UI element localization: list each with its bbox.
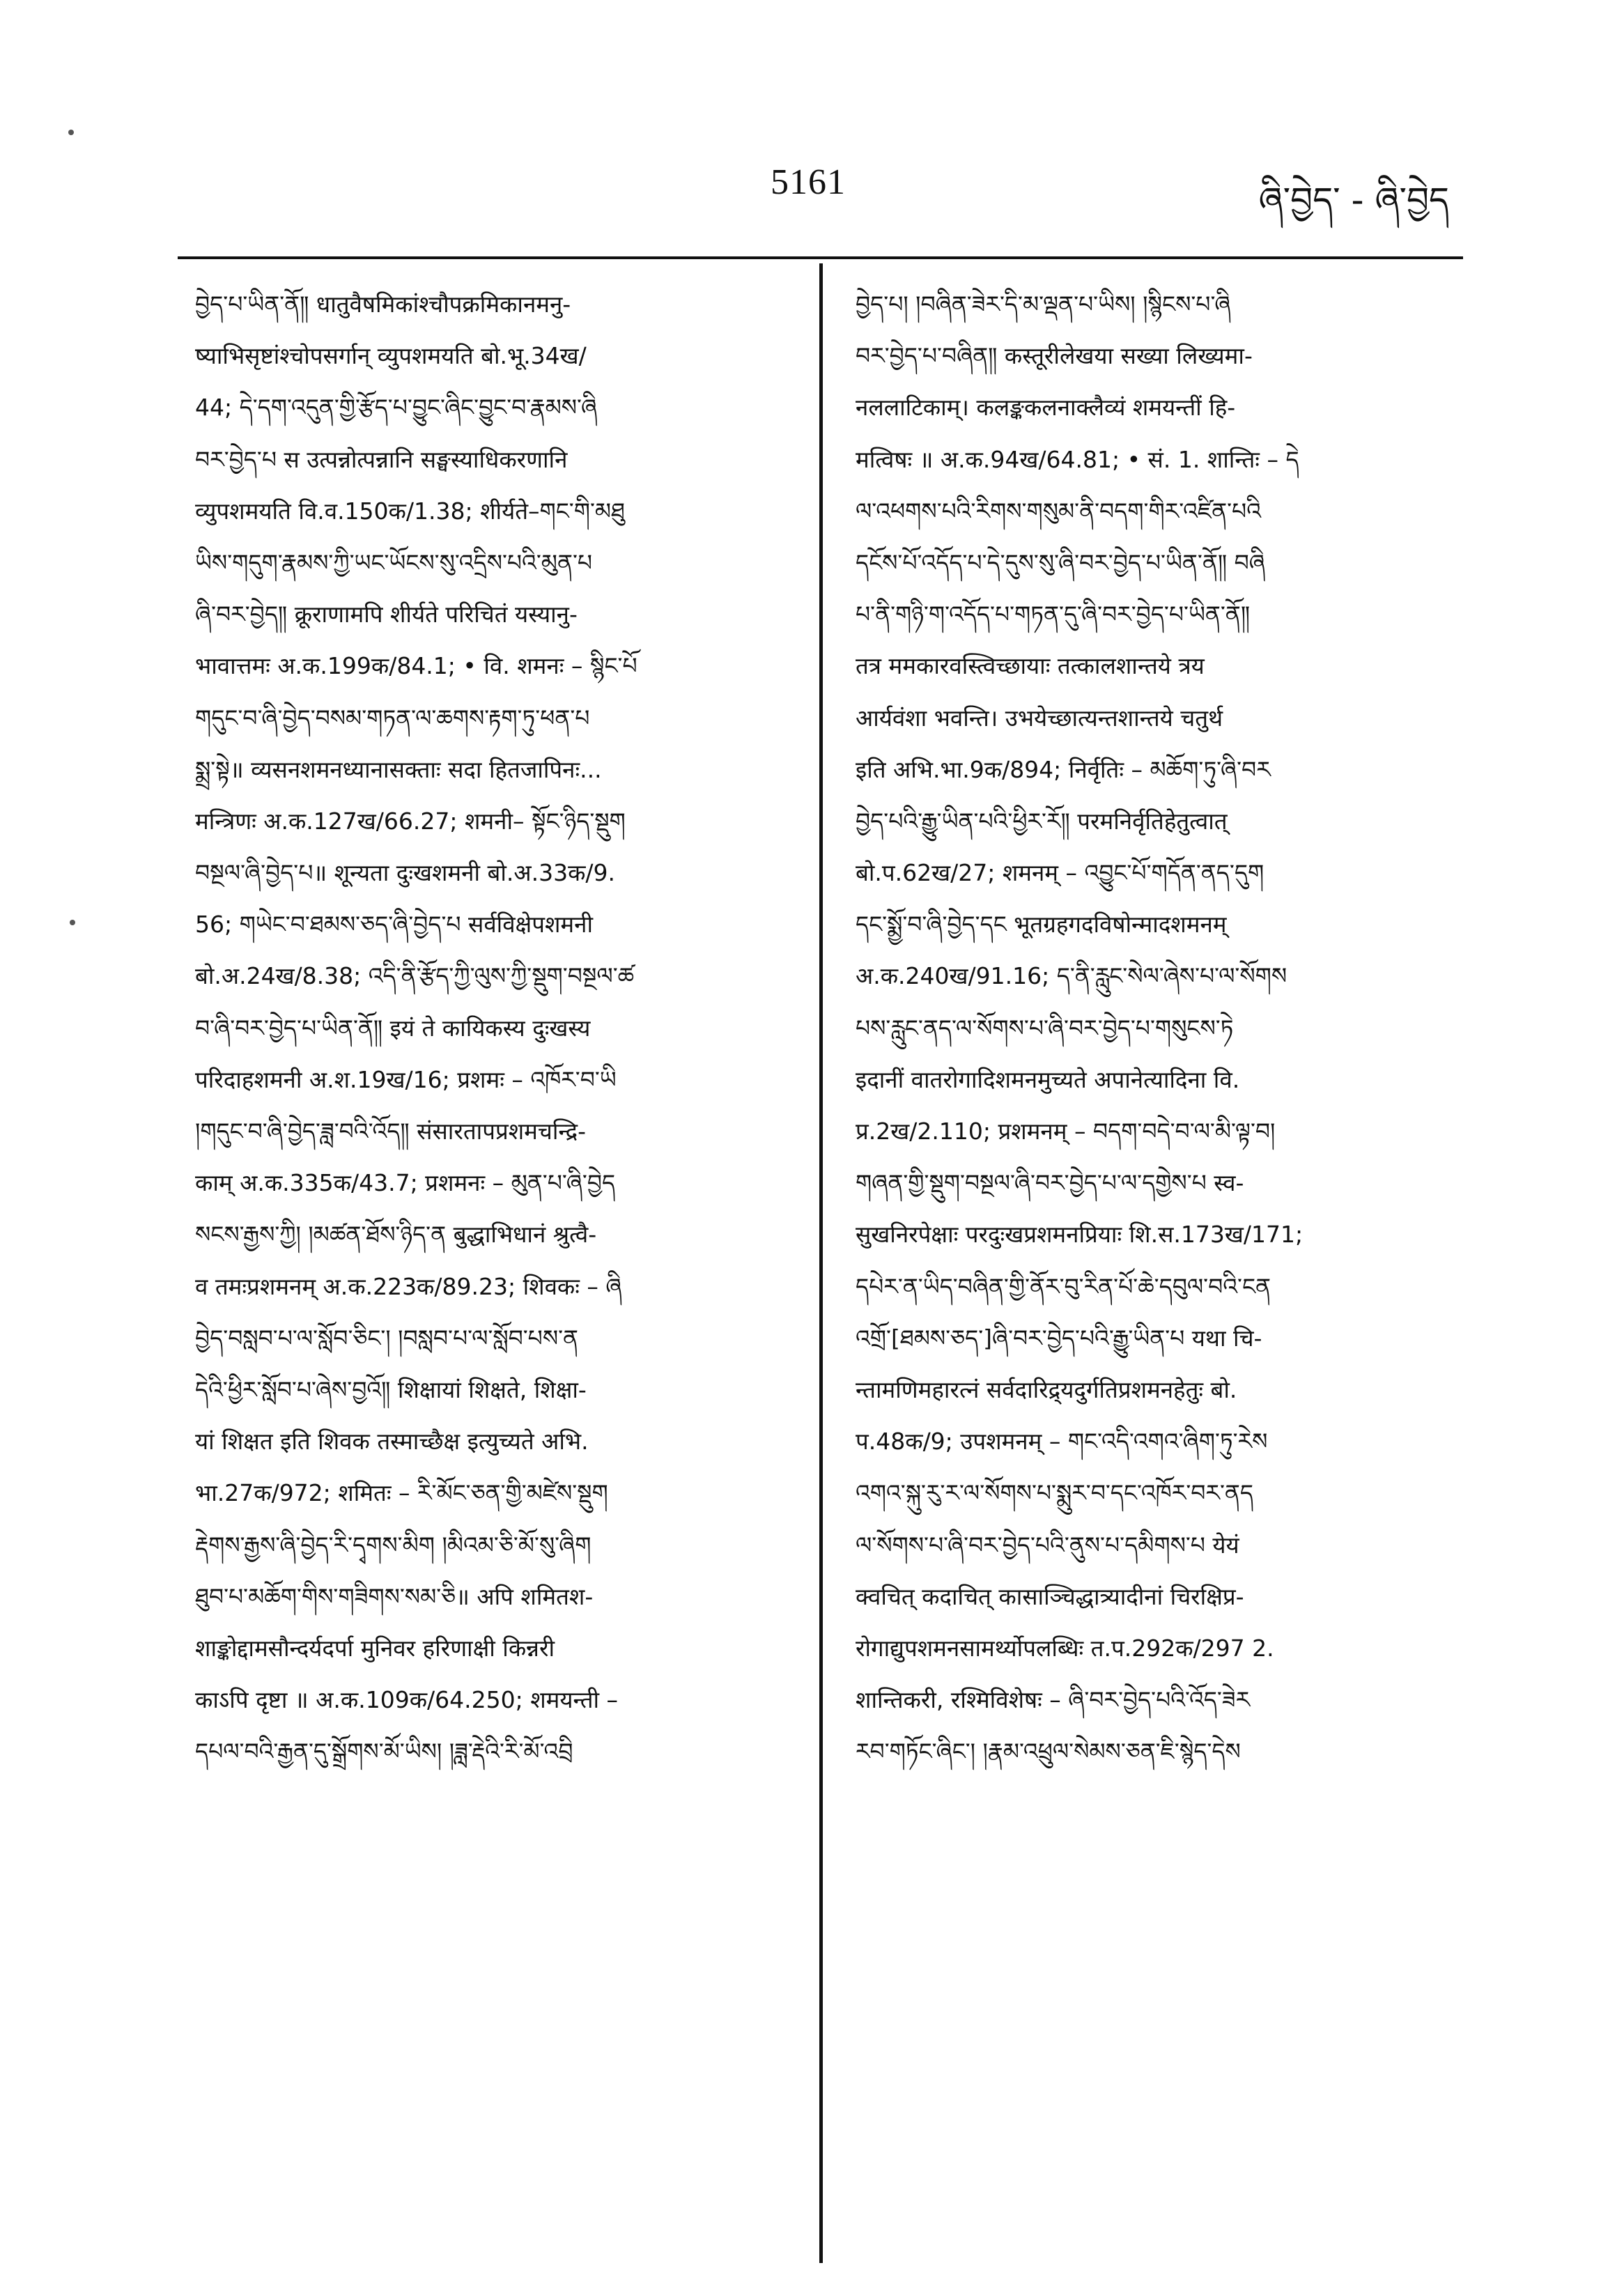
column-divider	[819, 263, 823, 2263]
right-column-line: བར་བྱེད་པ་བཞིན༎ कस्तूरीलेखया सख्या लिख्यमा-	[856, 342, 1253, 370]
right-column-line: དཔེར་ན་ཡིད་བཞིན་གྱི་ནོར་བུ་རིན་པོ་ཆེ་དབུལ་བའི་ངན	[856, 1272, 1271, 1300]
right-column-line: न्तामणिमहारत्नं सर्वदारिद्र्यदुर्गतिप्रशमनहेतुः बो.	[856, 1375, 1237, 1403]
right-column-line: इति अभि.भा.9क/894; निर्वृतिः – མཆོག་ཏུ་ཞི་བར	[856, 755, 1271, 783]
right-column-line: क्वचित् कदाचित् कासाञ्चिद्धात्र्यादीनां चिरक्षिप्र-	[856, 1582, 1244, 1610]
right-column-line: नललाटिकाम्। कलङ्ककलनाक्लैव्यं शमयन्तीं हि-	[856, 394, 1236, 422]
margin-mark-top	[68, 130, 74, 135]
left-column-line: भावात्तमः अ.क.199क/84.1; • वि. शमनः – སྙིང་པོ	[195, 652, 637, 680]
right-column	[856, 279, 1465, 1777]
right-column-line: དང་སྨྱོ་བ་ཞི་བྱེད་དང भूतग्रहगदविषोन्मादशमनम्	[856, 911, 1227, 939]
right-column-line: བྱེད་པ། །བཞིན་ཟེར་དི་མ་ལྡན་པ་ཡིས། །སྙིངས་པ་ཞི	[856, 291, 1231, 318]
right-column-line: प्र.2ख/2.110; प्रशमनम् – བདག་བདེ་བ་ལ་མི་ལྟ་བ།	[856, 1118, 1276, 1145]
right-column-line: मत्विषः ॥ अ.क.94ख/64.81; • सं. 1. शान्तिः – དེ	[856, 445, 1299, 473]
left-column-line: བསྔལ་ཞི་བྱེད་པ॥ शून्यता दुःखशमनी बो.अ.33क/9.	[195, 859, 616, 887]
right-column-line: रोगाद्युपशमनसामर्थ्योपलब्धिः त.प.292क/297 2.	[856, 1634, 1274, 1662]
left-column-line: शाङ्कोद्दामसौन्दर्यदर्पा मुनिवर हरिणाक्षी किन्नरी	[195, 1634, 555, 1662]
left-column-line: काम् अ.क.335क/43.7; प्रशमनः – མུན་པ་ཞི་བྱེད	[195, 1169, 616, 1197]
left-column-line: ཐུབ་པ་མཆོག་གིས་གཟིགས་སམ་ཅི॥ अपि शमितश-	[195, 1582, 594, 1610]
left-column-line: परिदाहशमनी अ.श.19ख/16; प्रशमः – འཁོར་བ་ཡི	[195, 1065, 617, 1093]
left-column-line: བྱེད་བསླབ་པ་ལ་སློབ་ཅིང་། །བསླབ་པ་ལ་སློབ་པས་ན	[195, 1324, 579, 1352]
right-column-line: तत्र ममकारवस्त्विच्छायाः तत्कालशान्तये त्रय	[856, 652, 1205, 680]
left-column-line: དཔལ་བའི་རྒྱན་དུ་སྒྲོགས་མོ་ཡིས། །ཟླ་རྡེའི་རི་མོ་འབྲི	[195, 1738, 573, 1766]
left-column-line: །གདུང་བ་ཞི་བྱེད་ཟླ་བའི་འོད༎ संसारतापप्रशमचन्द्रि-	[195, 1118, 587, 1145]
left-column-line: मन्त्रिणः अ.क.127ख/66.27; शमनी– སྟོང་ཉིད་སྡུག	[195, 807, 626, 835]
right-column-line: དངོས་པོ་འདོད་པ་དེ་དུས་སུ་ཞི་བར་བྱེད་པ་ཡིན་ནོ༎ བཞི	[856, 548, 1265, 576]
left-column	[195, 279, 805, 1777]
left-column-line: व तमःप्रशमनम् अ.क.223क/89.23; शिवकः – ཞི	[195, 1272, 622, 1300]
running-head: ཞི་བྱེད་ - ཞི་བྱེད	[1258, 180, 1449, 220]
left-column-line: སངས་རྒྱས་ཀྱི། །མཚན་ཐོས་ཉིད་ན बुद्धाभिधानं श्रुत्वै-	[195, 1221, 597, 1249]
header-rule	[178, 256, 1463, 259]
right-column-line: प.48क/9; उपशमनम् – གང་འདི་འགའ་ཞིག་ཏུ་རེས	[856, 1428, 1268, 1456]
left-column-line: བ་ཞི་བར་བྱེད་པ་ཡིན་ནོ༎ इयं ते कायिकस्य दुःखस्य	[195, 1014, 591, 1042]
right-column-line: པས་རླུང་ནད་ལ་སོགས་པ་ཞི་བར་བྱེད་པ་གསུངས་ཏེ	[856, 1014, 1234, 1042]
right-column-line: རབ་གཏོང་ཞིང་། །རྣམ་འཕྲུལ་སེམས་ཅན་ཇི་སྙེད་དེས	[856, 1738, 1241, 1766]
right-column-line: आर्यवंशा भवन्ति। उभयेच्छात्यन्तशान्तये चतुर्थ	[856, 704, 1223, 732]
left-column-line: 44; དེ་དག་འདུན་གྱི་རྩོད་པ་བྱུང་ཞིང་བྱུང་བ་རྣམས་ཞི	[195, 394, 598, 422]
left-column-line: 56; གཡེང་བ་ཐམས་ཅད་ཞི་བྱེད་པ सर्वविक्षेपशमनी	[195, 911, 594, 939]
left-column-line: བར་བྱེད་པ स उत्पन्नोत्पन्नानि सङ्घस्याधिकरणानि	[195, 445, 568, 473]
left-column-line: काऽपि दृष्टा ॥ अ.क.109क/64.250; शमयन्ती –	[195, 1686, 619, 1714]
right-column-line: ལ་འཕགས་པའི་རིགས་གསུམ་ནི་བདག་གིར་འཛིན་པའི	[856, 497, 1261, 525]
left-column-line: སྨྲ་སྟེ॥ व्यसनशमनध्यानासक्ताः सदा हितजापिनः...	[195, 755, 602, 783]
left-column-line: व्युपशमयति वि.व.150क/1.38; शीर्यते–གང་གི་མཐུ	[195, 497, 625, 525]
right-column-line: པ་ནི་གཉི་ག་འདོད་པ་གཏན་དུ་ཞི་བར་བྱེད་པ་ཡིན་ནོ༎	[856, 601, 1251, 628]
page-number: 5161	[771, 162, 846, 202]
left-column-line: བྱེད་པ་ཡིན་ནོ༎ धातुवैषमिकांश्चौपक्रमिकानमनु-	[195, 291, 571, 318]
left-column-line: बो.अ.24ख/8.38; འདི་ནི་རྩོད་ཀྱི་ལུས་ཀྱི་སྡུག་བསྔལ་ཚ	[195, 962, 635, 990]
right-column-line: इदानीं वातरोगादिशमनमुच्यते अपानेत्यादिना वि.	[856, 1065, 1240, 1093]
right-column-line: सुखनिरपेक्षाः परदुःखप्रशमनप्रियाः शि.स.173ख/171;	[856, 1221, 1304, 1249]
right-column-line: གཞན་གྱི་སྡུག་བསྔལ་ཞི་བར་བྱེད་པ་ལ་དགྱེས་པ स्व-	[856, 1169, 1244, 1197]
right-column-line: བྱེད་པའི་རྒྱུ་ཡིན་པའི་ཕྱིར་རོ༎ परमनिर्वृतिहेतुत्वात्	[856, 807, 1228, 835]
left-column-line: भा.27क/972; शमितः – རི་མོང་ཅན་གྱི་མཛེས་སྡུག	[195, 1479, 608, 1507]
right-column-line: ལ་སོགས་པ་ཞི་བར་བྱེད་པའི་ནུས་པ་དམིགས་པ येयं	[856, 1531, 1239, 1559]
right-column-line: འགྲོ་[ཐམས་ཅད་]ཞི་བར་བྱེད་པའི་རྒྱུ་ཡིན་པ यथा चि-	[856, 1324, 1262, 1352]
right-column-line: शान्तिकरी, रश्मिविशेषः – ཞི་བར་བྱེད་པའི་འོད་ཟེར	[856, 1686, 1251, 1714]
left-column-line: དེའི་ཕྱིར་སློབ་པ་ཞེས་བྱའོ༎ शिक्षायां शिक्षते, शिक्षा-	[195, 1375, 587, 1403]
left-column-line: ཞི་བར་བྱེད༎ क्रूराणामपि शीर्यते परिचितं यस्यानु-	[195, 601, 578, 628]
right-column-line: बो.प.62ख/27; शमनम् – འབྱུང་པོ་གདོན་ནད་དུག	[856, 859, 1265, 887]
left-column-line: ཡིས་གདུག་རྣམས་ཀྱི་ཡང་ཡོངས་སུ་འདྲིས་པའི་མུན་པ	[195, 548, 593, 576]
right-column-line: འགའ་སྐུ་རུ་ར་ལ་སོགས་པ་སྨུར་བ་དང་འཁོར་བར་ནད	[856, 1479, 1254, 1507]
right-column-line: अ.क.240ख/91.16; ད་ནི་རླུང་སེལ་ཞེས་པ་ལ་སོགས	[856, 962, 1287, 990]
left-column-line: ष्याभिसृष्टांश्चोपसर्गान् व्युपशमयति बो.भू.34ख/	[195, 342, 587, 370]
margin-mark-left	[70, 920, 75, 925]
left-column-line: གདུང་བ་ཞི་བྱེད་བསམ་གཏན་ལ་ཆགས་རྟག་ཏུ་ཕན་པ	[195, 704, 590, 732]
left-column-line: यां शिक्षत इति शिवक तस्माच्छैक्ष इत्युच्यते अभि.	[195, 1428, 589, 1456]
left-column-line: རྡེགས་རྒྱས་ཞི་བྱེད་རི་དྭགས་མིག །མིའམ་ཅི་མོ་སུ་ཞིག	[195, 1531, 591, 1559]
